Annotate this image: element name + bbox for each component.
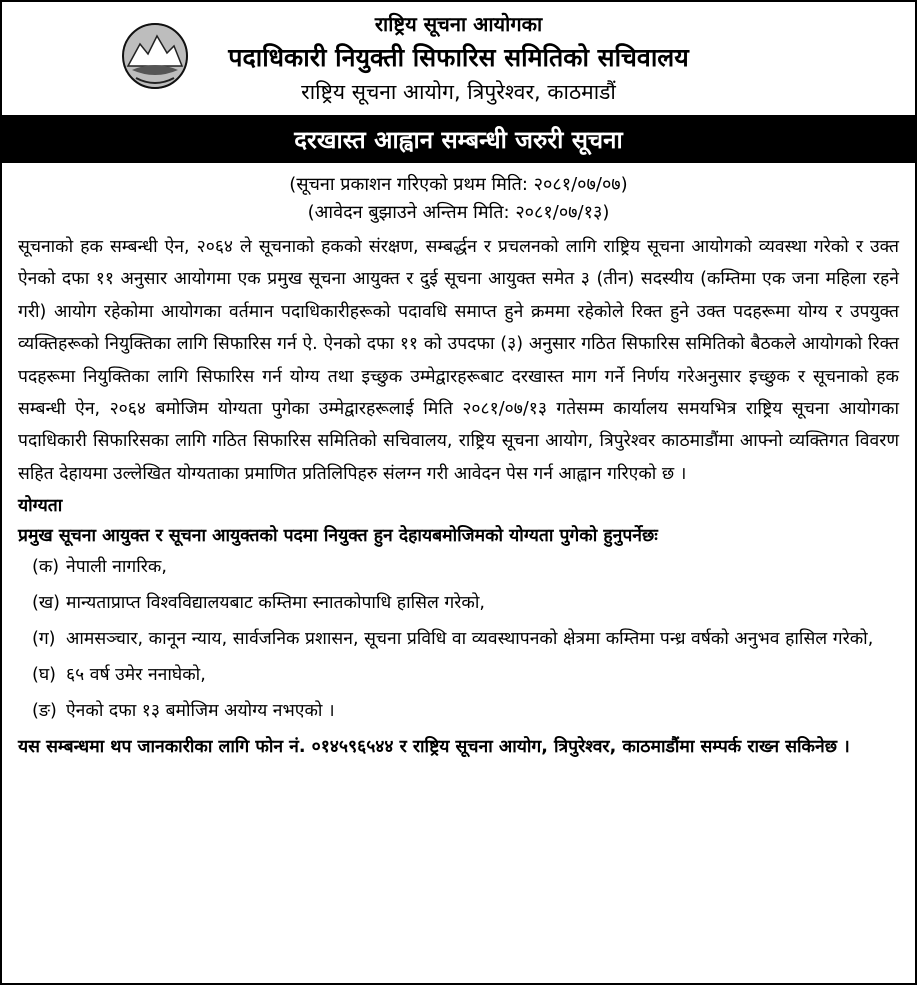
list-item (18, 696, 899, 726)
list-text: आमसञ्चार, कानून न्याय, सार्वजनिक प्रशासन, सूचना प्रविधि वा व्यवस्थापनको क्षेत्रमा कम्तिमा पन्ध्र वर्षको अनुभव हासिल गरेको, (66, 629, 874, 650)
org-name-line1: राष्ट्रिय सूचना आयोगका (374, 12, 543, 36)
qualification-heading: योग्यता (18, 496, 63, 517)
notice-title: दरखास्त आह्वान सम्बन्धी जरुरी सूचना (2, 117, 915, 163)
published-date: (सूचना प्रकाशन गरिएको प्रथम मिति: २०८१/०७/०७) (289, 174, 628, 195)
qualification-list (18, 552, 899, 726)
list-item (18, 552, 899, 582)
list-item (18, 660, 899, 690)
list-marker: (ग) (32, 629, 56, 650)
list-item (18, 588, 899, 618)
notice-body: सूचनाको हक सम्बन्धी ऐन, २०६४ ले सूचनाको हकको संरक्षण, सम्बर्द्धन र प्रचलनको लागि राष्ट्रिय सूचना आयोगको व्यवस्था गरेको र उक्त ऐनको दफा ११ अनुसार आयोगमा एक प्रमुख सूचना आयुक्त र दुई सूचना आयुक्त समेत ३ (तीन) सदस्यीय (कम्तिमा एक जना महिला रहने गरी) आयोग रहेकोमा आयोगका वर्तमान पदाधिकारीहरूको पदावधि समाप्त हुने क्रममा रहेकोले रिक्त हुने उक्त पदहरूमा योग्य र उपयुक्त व्यक्तिहरूको नियुक्तिका लागि सिफारिस गर्न ऐ. ऐनको दफा ११ को उपदफा (३) अनुसार गठित सिफारिस समितिको बैठकले आयोगको रिक्त पदहरूमा नियुक्तिका लागि सिफारिस गर्न योग्य तथा इच्छुक उम्मेद्वारहरूबाट दरखास्त माग गर्ने निर्णय गरेअनुसार इच्छुक र सूचनाको हक सम्बन्धी ऐन, २०६४ बमोजिम योग्यता पुगेका उम्मेद्वारहरूलाई मिति २०८१/०७/१३ गतेसम्म कार्यालय समयभित्र राष्ट्रिय सूचना आयोगका पदाधिकारी सिफारिसका लागि गठित सिफारिस समितिको सचिवालय, राष्ट्रिय सूचना आयोग, त्रिपुरेश्वर काठमाडौंमा आफ्नो व्यक्तिगत विवरण सहित देहायमा उल्लेखित योग्यताका प्रमाणित प्रतिलिपिहरु संलग्न गरी आवेदन पेस गर्न आह्वान गरिएको छ । (18, 237, 899, 484)
list-text: मान्यताप्राप्त विश्वविद्यालयबाट कम्तिमा स्नातकोपाधि हासिल गरेको, (66, 593, 485, 614)
org-name-line2: पदाधिकारी नियुक्ती सिफारिस समितिको सचिवालय (228, 43, 689, 72)
list-marker: (ङ) (32, 701, 57, 722)
list-marker: (ख) (32, 593, 60, 614)
list-text: ऐनको दफा १३ बमोजिम अयोग्य नभएको । (66, 701, 335, 722)
list-marker: (क) (32, 557, 60, 578)
deadline-date: (आवेदन बुझाउने अन्तिम मिति: २०८१/०७/१३) (307, 202, 610, 223)
list-marker: (घ) (32, 665, 56, 686)
qualification-subheading: प्रमुख सूचना आयुक्त र सूचना आयुक्तको पदमा नियुक्त हुन देहायबमोजिमको योग्यता पुगेको हुनुपर्नेछः (18, 526, 658, 547)
header (2, 2, 915, 117)
list-text: नेपाली नागरिक, (66, 557, 167, 578)
contact-note: यस सम्बन्धमा थप जानकारीका लागि फोन नं. ०१४५९६५४४ र राष्ट्रिय सूचना आयोग, त्रिपुरेश्वर, काठमाडौंमा सम्पर्क राख्न सकिनेछ । (18, 737, 850, 758)
org-address: राष्ट्रिय सूचना आयोग, त्रिपुरेश्वर, काठमाडौं (301, 80, 616, 104)
date-block (2, 171, 915, 227)
list-item (18, 624, 899, 654)
list-text: ६५ वर्ष उमेर ननाघेको, (66, 665, 206, 686)
